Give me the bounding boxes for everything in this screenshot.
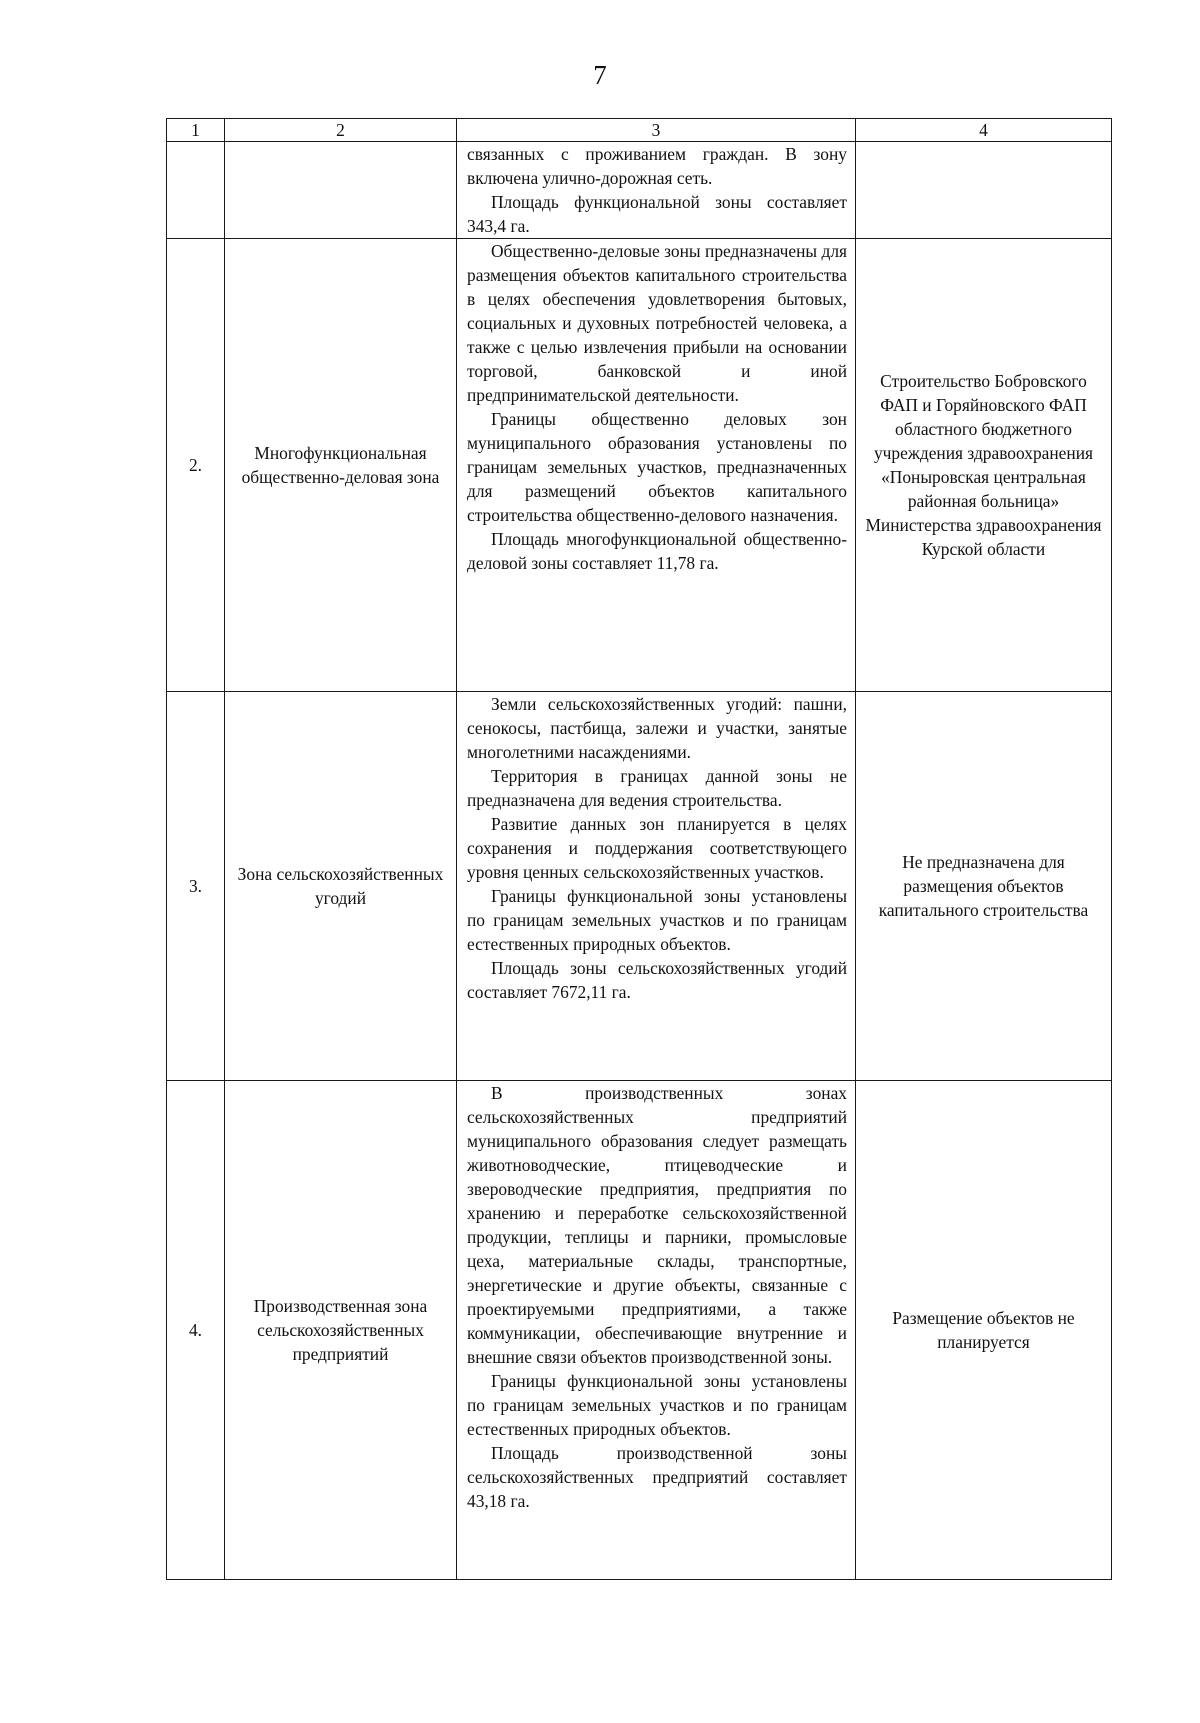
description-paragraph: Площадь зоны сельскохозяйственных угодий составляет 7672,11 га. — [467, 958, 847, 1002]
planned-objects-cell: Строительство Бобровского ФАП и Горяйновского ФАП областного бюджетного учреждения здравоохранения «Поныровская центральная районная больница» Министерства здравоохранения Курской области — [856, 239, 1112, 692]
zones-table — [166, 118, 1112, 1580]
table-row — [167, 1081, 1112, 1580]
description-paragraph: Земли сельскохозяйственных угодий: пашни, сенокосы, пастбища, залежи и участки, занятые многолетними насаждениями. — [467, 694, 847, 762]
description-paragraph: Площадь функциональной зоны составляет 343,4 га. — [467, 192, 847, 236]
table-row — [167, 692, 1112, 1081]
description-paragraph: В производственных зонах сельскохозяйственных предприятий муниципального образования следует размещать животноводческие, птицеводческие и звероводческие предприятия, предприятия по хранению и переработке сельскохозяйственной продукции, теплицы и парники, промысловые цеха, материальные склады, транспортные, энергетические и другие объекты, связанные с проектируемыми предприятиями, а также коммуникации, обеспечивающие внутренние и внешние связи объектов производственной зоны. — [467, 1083, 847, 1367]
row-number-cell: 2. — [167, 239, 225, 692]
column-header-1: 1 — [167, 119, 225, 142]
zone-description-cell — [457, 239, 856, 692]
description-paragraph: Площадь многофункциональной общественно-деловой зоны составляет 11,78 га. — [467, 529, 847, 573]
description-paragraph: Территория в границах данной зоны не предназначена для ведения строительства. — [467, 766, 847, 810]
zone-description-cell — [457, 692, 856, 1081]
planned-objects-cell: Не предназначена для размещения объектов капитального строительства — [856, 692, 1112, 1081]
zone-name-cell: Производственная зона сельскохозяйственных предприятий — [225, 1081, 457, 1580]
row-number-cell: 3. — [167, 692, 225, 1081]
column-header-4: 4 — [856, 119, 1112, 142]
description-paragraph: связанных с проживанием граждан. В зону включена улично-дорожная сеть. — [467, 144, 847, 188]
zone-name-cell — [225, 142, 457, 239]
column-header-3: 3 — [457, 119, 856, 142]
zone-name-cell: Многофункциональная общественно-деловая зона — [225, 239, 457, 692]
zone-name-cell: Зона сельскохозяйственных угодий — [225, 692, 457, 1081]
description-paragraph: Границы функциональной зоны установлены по границам земельных участков и по границам естественных природных объектов. — [467, 1371, 847, 1439]
table-row — [167, 142, 1112, 239]
row-number-cell — [167, 142, 225, 239]
row-number-cell: 4. — [167, 1081, 225, 1580]
zone-description-cell — [457, 1081, 856, 1580]
page-number: 7 — [593, 60, 607, 90]
column-header-2: 2 — [225, 119, 457, 142]
description-paragraph: Границы общественно деловых зон муниципального образования установлены по границам земельных участков, предназначенных для размещений объектов капитального строительства общественно-делового назначения. — [467, 409, 847, 525]
description-paragraph: Общественно-деловые зоны предназначены для размещения объектов капитального строительства в целях обеспечения удовлетворения бытовых, социальных и духовных потребностей человека, а также с целью извлечения прибыли на основании торговой, банковской и иной предпринимательской деятельности. — [467, 241, 847, 405]
description-paragraph: Развитие данных зон планируется в целях сохранения и поддержания соответствующего уровня ценных сельскохозяйственных участков. — [467, 814, 847, 882]
table-row — [167, 239, 1112, 692]
description-paragraph: Площадь производственной зоны сельскохозяйственных предприятий составляет 43,18 га. — [467, 1443, 847, 1511]
description-paragraph: Границы функциональной зоны установлены по границам земельных участков и по границам естественных природных объектов. — [467, 886, 847, 954]
planned-objects-cell: Размещение объектов не планируется — [856, 1081, 1112, 1580]
table-header-row — [167, 119, 1112, 142]
zone-description-cell — [457, 142, 856, 239]
planned-objects-cell — [856, 142, 1112, 239]
